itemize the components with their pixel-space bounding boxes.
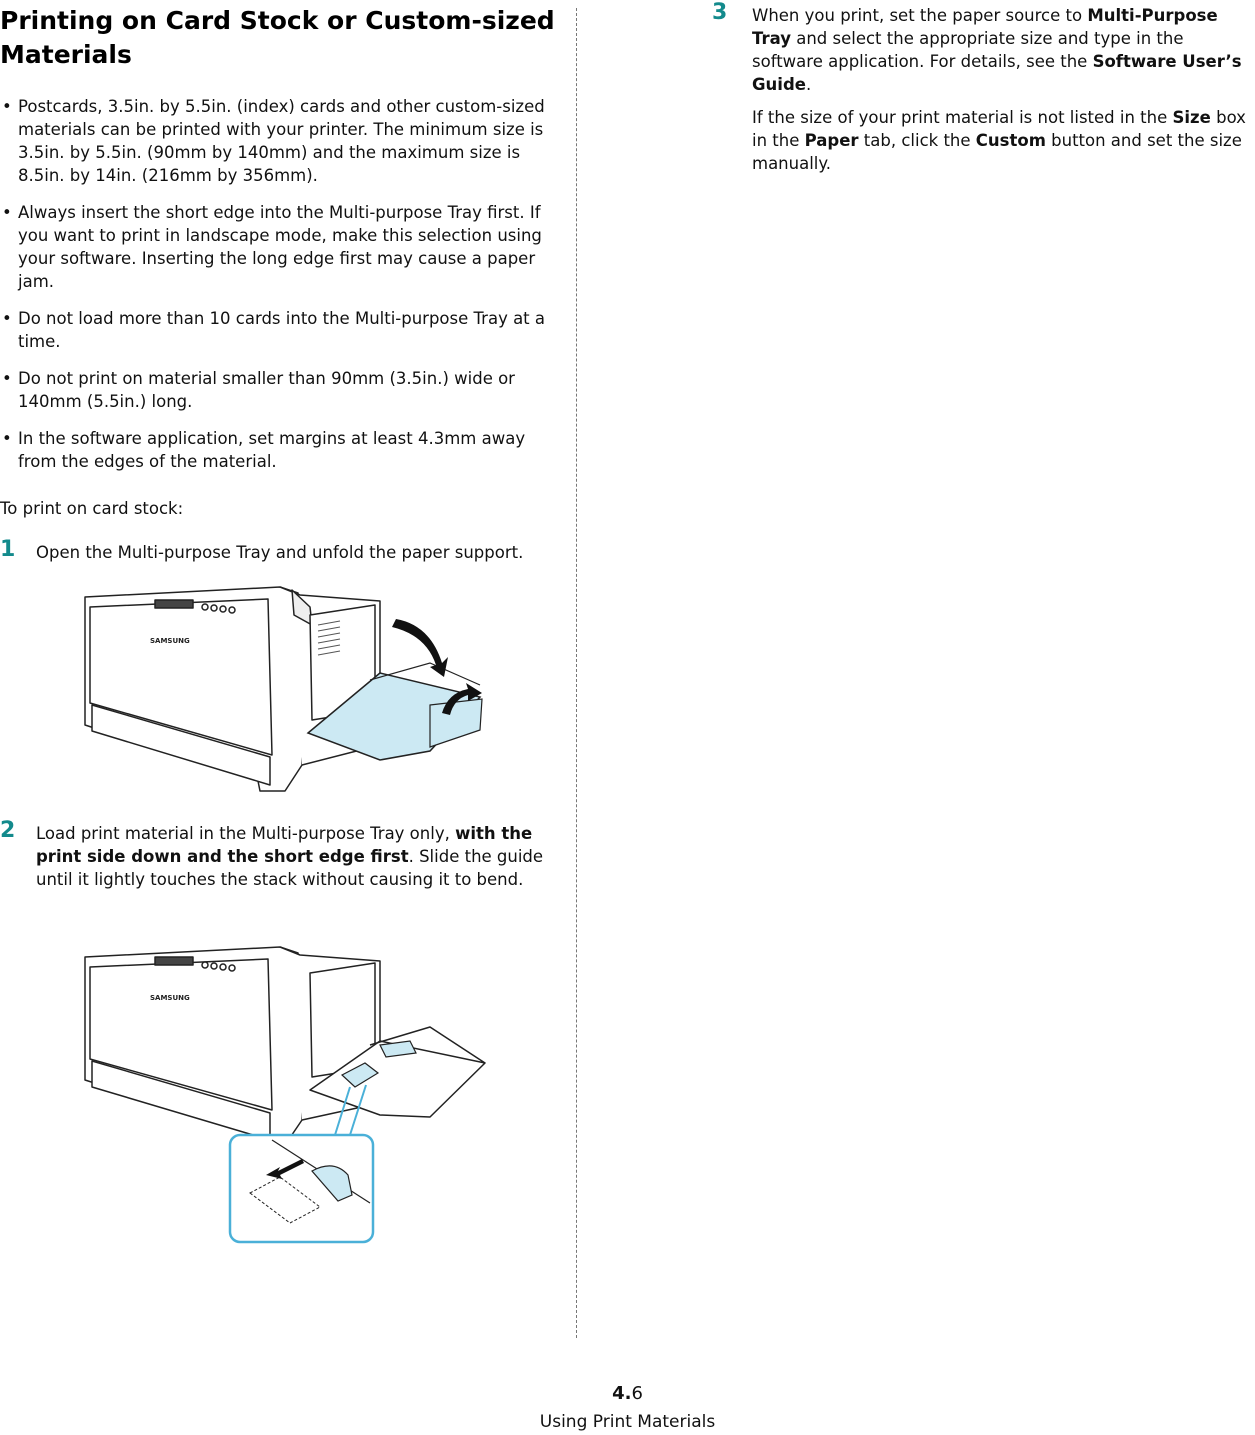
bullet-dot-icon: • [2, 309, 12, 328]
step-3-note [712, 106, 1252, 175]
bullet-list [2, 95, 562, 487]
step-text: If the size of your print material is not listed in the Size box in the Paper tab, click the Custom button and set the size manually. [752, 108, 1246, 173]
list-item: • In the software application, set margins at least 4.3mm away from the edges of the material. [2, 429, 526, 471]
page-title: Printing on Card Stock or Custom-sized Materials [0, 6, 555, 69]
list-item: • Always insert the short edge into the Multi-purpose Tray first. If you want to print in landscape mode, make this selection using your software. Inserting the long edge first may cause a paper jam. [2, 203, 542, 291]
printer-brand-label: SAMSUNG [150, 994, 190, 1002]
step-3 [712, 0, 1252, 96]
page-number: 4.6 [612, 1383, 643, 1404]
column-divider [576, 8, 577, 1338]
step-text: When you print, set the paper source to Multi-Purpose Tray and select the appropriate size and type in the software application. For details, see the Software User’s Guide. [752, 6, 1242, 94]
step-text: Open the Multi-purpose Tray and unfold the paper support. [36, 543, 524, 562]
bullet-dot-icon: • [2, 429, 12, 448]
bullet-dot-icon: • [2, 97, 12, 116]
step-number: 2 [0, 818, 16, 843]
step-2 [0, 818, 565, 891]
step-1 [0, 537, 565, 564]
step-number: 3 [712, 0, 728, 25]
list-item: • Postcards, 3.5in. by 5.5in. (index) cards and other custom-sized materials can be printed with your printer. The minimum size is 3.5in. by 5.5in. (90mm by 140mm) and the maximum size is 8.5in. by 14in. (216mm by 356mm). [2, 97, 545, 185]
step-text: Load print material in the Multi-purpose Tray only, with the print side down and the short edge first. Slide the guide until it lightly touches the stack without causing it to bend. [36, 824, 544, 889]
printer-loading-card-illustration [80, 945, 490, 1245]
list-item: • Do not load more than 10 cards into the Multi-purpose Tray at a time. [2, 309, 546, 351]
list-item: • Do not print on material smaller than 90mm (3.5in.) wide or 140mm (5.5in.) long. [2, 369, 515, 411]
bullet-dot-icon: • [2, 369, 12, 388]
section-name: Using Print Materials [539, 1412, 716, 1432]
printer-brand-label: SAMSUNG [150, 637, 190, 645]
printer-open-tray-illustration [80, 585, 490, 797]
step-number: 1 [0, 537, 16, 562]
intro-text: To print on card stock: [0, 499, 184, 518]
bullet-dot-icon: • [2, 203, 12, 222]
